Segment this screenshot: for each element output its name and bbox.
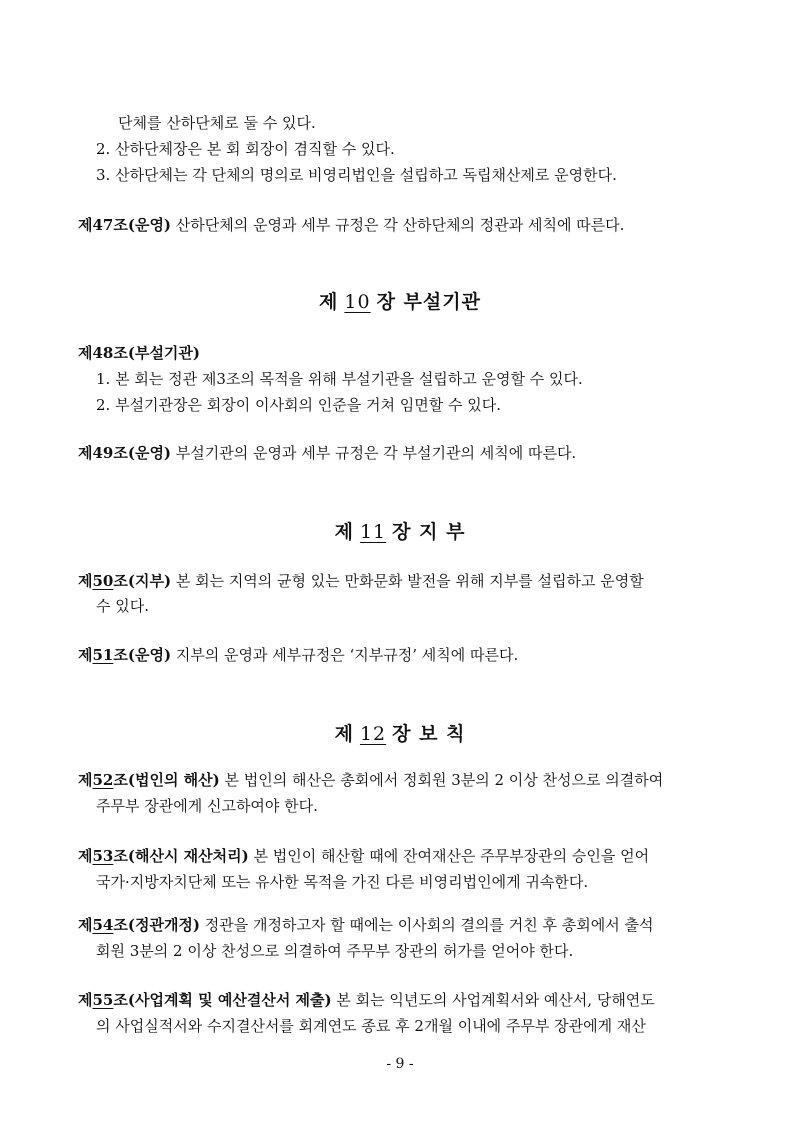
article-54 [78, 915, 653, 935]
article-heading: 제50조(지부) [78, 572, 172, 590]
article-47 [78, 215, 624, 235]
article-text: 부설기관의 운영과 세부 규정은 각 부설기관의 세칙에 따른다. [171, 444, 577, 462]
article-49 [78, 443, 576, 463]
list-item: 2. 부설기관장은 회장이 이사회의 인준을 거쳐 임면할 수 있다. [96, 396, 501, 414]
chapter-title-11 [0, 517, 800, 544]
article-text: 본 법인의 해산은 총회에서 정회원 3분의 2 이상 찬성으로 의결하여 [219, 771, 664, 789]
article-text-continued: 의 사업실적서와 수지결산서를 회계연도 종료 후 2개월 이내에 주무부 장관에게 재산 [96, 1017, 646, 1035]
list-item: 1. 본 회는 정관 제3조의 목적을 위해 부설기관을 설립하고 운영할 수 있다. [96, 370, 583, 388]
article-text: 지부의 운영과 세부규정은 ‘지부규정’ 세칙에 따른다. [171, 646, 519, 664]
chapter-name: 장 부설기관 [376, 291, 481, 313]
article-heading: 제51조(운영) [78, 646, 172, 664]
article-text: 본 회는 지역의 균형 있는 만화문화 발전을 위해 지부를 설립하고 운영할 [171, 572, 644, 590]
article-text: 본 회는 익년도의 사업계획서와 예산서, 당해연도 [331, 991, 655, 1009]
chapter-title-10 [0, 287, 800, 314]
article-text: 산하단체의 운영과 세부 규정은 각 산하단체의 정관과 세칙에 따른다. [171, 216, 625, 234]
article-text: 본 법인이 해산할 때에 잔여재산은 주무부장관의 승인을 얻어 [248, 847, 650, 865]
article-text-continued: 회원 3분의 2 이상 찬성으로 의결하여 주무부 장관의 허가를 얻어야 한다. [96, 942, 574, 960]
article-48-heading: 제48조(부설기관) [78, 344, 201, 362]
article-50 [78, 571, 644, 591]
article-text: 정관을 개정하고자 할 때에는 이사회의 결의를 거친 후 총회에서 출석 [200, 916, 654, 934]
chapter-name: 장 보 칙 [392, 723, 466, 745]
article-heading: 제55조(사업계획 및 예산결산서 제출) [78, 991, 332, 1009]
chapter-name: 장 지 부 [392, 521, 466, 543]
article-53 [78, 846, 649, 866]
article-heading: 제54조(정관개정) [78, 916, 201, 934]
article-text-continued: 주무부 장관에게 신고하여야 한다. [96, 797, 318, 815]
list-item: 2. 산하단체장은 본 회 회장이 겸직할 수 있다. [96, 140, 395, 158]
article-51 [78, 645, 518, 665]
continued-text: 단체를 산하단체로 둘 수 있다. [118, 114, 316, 132]
article-heading: 제47조(운영) [78, 216, 172, 234]
article-heading: 제53조(해산시 재산처리) [78, 847, 249, 865]
article-heading: 제52조(법인의 해산) [78, 771, 220, 789]
chapter-prefix: 제 [319, 291, 339, 313]
article-text-continued: 수 있다. [96, 597, 150, 615]
list-item: 3. 산하단체는 각 단체의 명의로 비영리법인을 설립하고 독립채산제로 운영한다. [96, 166, 617, 184]
article-heading: 제49조(운영) [78, 444, 172, 462]
page-number: - 9 - [386, 1056, 414, 1072]
chapter-title-12 [0, 719, 800, 746]
article-52 [78, 770, 663, 790]
chapter-number: 10 [344, 291, 371, 313]
chapter-prefix: 제 [334, 521, 354, 543]
article-55 [78, 990, 655, 1010]
chapter-number: 11 [359, 521, 387, 543]
chapter-prefix: 제 [334, 723, 354, 745]
article-text-continued: 국가·지방자치단체 또는 유사한 목적을 가진 다른 비영리법인에게 귀속한다. [96, 873, 589, 891]
chapter-number: 12 [359, 723, 387, 745]
